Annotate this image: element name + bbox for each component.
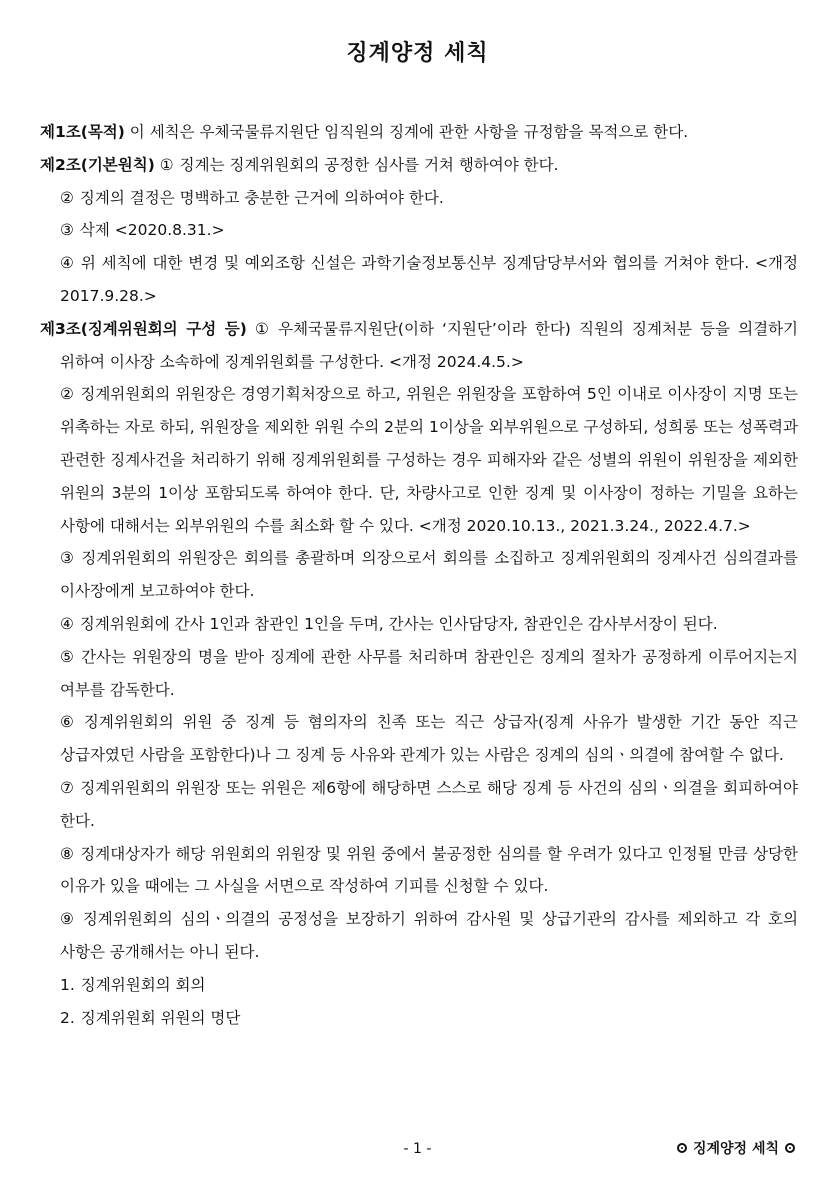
item-number: 2. xyxy=(60,1008,75,1027)
paragraph-text: 징계위원회의 위원 중 징계 등 혐의자의 친족 또는 직근 상급자(징계 사유가 발생한 기간 동안 직근 상급자였던 사람을 포함한다)나 그 징계 등 사유와 관계가 있는 사람은 징계의 심의ㆍ의결에 참여할 수 없다. xyxy=(60,713,798,765)
article-3-paragraph xyxy=(40,772,798,838)
article-heading: 제2조(기본원칙) xyxy=(40,155,155,174)
paragraph-number: ⑦ xyxy=(60,778,75,797)
footer-title-text: 징계양정 세칙 xyxy=(692,1141,779,1157)
paragraph-number: ⑥ xyxy=(60,713,78,732)
article-text: 이 세칙은 우체국물류지원단 임직원의 징계에 관한 사항을 규정함을 목적으로 한다. xyxy=(129,123,689,141)
article-2-paragraph xyxy=(40,247,798,313)
article-1 xyxy=(40,116,798,149)
list-item xyxy=(40,969,798,1002)
paragraph-number: ② xyxy=(60,385,75,404)
item-text: 징계위원회 위원의 명단 xyxy=(80,1008,241,1027)
paragraph-number: ① xyxy=(159,155,174,174)
paragraph-text: 삭제 <2020.8.31.> xyxy=(79,221,225,240)
paragraph-text: 징계위원회의 심의ㆍ의결의 공정성을 보장하기 위하여 감사원 및 상급기관의 감사를 제외하고 각 호의 사항은 공개해서는 아니 된다. xyxy=(60,910,798,961)
article-3-paragraph xyxy=(40,706,798,772)
list-item xyxy=(40,1002,798,1035)
bullseye-icon xyxy=(785,1143,795,1153)
article-3-paragraph xyxy=(40,641,798,707)
paragraph-text: 징계위원회에 간사 1인과 참관인 1인을 두며, 간사는 인사담당자, 참관인은 감사부서장이 된다. xyxy=(79,614,718,633)
article-heading: 제3조(징계위원회의 구성 등) xyxy=(40,319,247,338)
paragraph-number: ⑧ xyxy=(60,844,75,863)
article-3-paragraph xyxy=(40,903,798,969)
paragraph-text: 간사는 위원장의 명을 받아 징계에 관한 사무를 처리하며 참관인은 징계의 절차가 공정하게 이루어지는지 여부를 감독한다. xyxy=(60,647,798,699)
article-3 xyxy=(40,313,798,379)
paragraph-text: 징계위원회의 위원장 또는 위원은 제6항에 해당하면 스스로 해당 징계 등 사건의 심의ㆍ의결을 회피하여야 한다. xyxy=(60,778,799,830)
paragraph-text: 징계위원회의 위원장은 경영기획처장으로 하고, 위원은 위원장을 포함하여 5인 이내로 이사장이 지명 또는 위촉하는 자로 하되, 위원장을 제외한 위원 수의 2분의 1이상을 외부위원으로 구성하되, 성희롱 또는 성폭력과 관련한 징계사건을 처리하기 위해 징계위원회를 구성하는 경우 피해자와 같은 성별의 위원이 위원장을 제외한 위원의 3분의 1이상 포함되도록 하여야 한다. 단, 차량사고로 인한 징계 및 이사장이 정하는 기밀을 요하는 사항에 대해서는 외부위원의 수를 최소화 할 수 있다. <개정 2020.10.13., 2021.3.24., 2022.4.7.> xyxy=(60,385,798,535)
article-3-paragraph xyxy=(40,542,798,608)
article-2-paragraph xyxy=(40,214,798,247)
article-3-paragraph xyxy=(40,608,798,641)
paragraph-text: 징계위원회의 위원장은 회의를 총괄하며 의장으로서 회의를 소집하고 징계위원회의 징계사건 심의결과를 이사장에게 보고하여야 한다. xyxy=(60,549,798,601)
paragraph-text: 우체국물류지원단(이하 ‘지원단’이라 한다) 직원의 징계처분 등을 의결하기 위하여 이사장 소속하에 징계위원회를 구성한다. <개정 2024.4.5.> xyxy=(60,319,799,371)
paragraph-text: 징계는 징계위원회의 공정한 심사를 거쳐 행하여야 한다. xyxy=(179,155,559,174)
paragraph-number: ③ xyxy=(60,221,74,240)
document-body xyxy=(40,116,798,1034)
paragraph-number: ① xyxy=(255,319,273,338)
paragraph-text: 징계대상자가 해당 위원회의 위원장 및 위원 중에서 불공정한 심의를 할 우려가 있다고 인정될 만큼 상당한 이유가 있을 때에는 그 사실을 서면으로 작성하여 기피를 신청할 수 있다. xyxy=(60,844,798,896)
footer-title xyxy=(677,1138,795,1158)
bullseye-icon xyxy=(677,1143,687,1153)
article-3-paragraph xyxy=(40,378,798,542)
paragraph-text: 위 세칙에 대한 변경 및 예외조항 신설은 과학기술정보통신부 징계담당부서와 협의를 거쳐야 한다. <개정 2017.9.28.> xyxy=(60,254,798,305)
item-number: 1. xyxy=(60,975,75,994)
article-2-paragraph xyxy=(40,182,798,215)
paragraph-text: 징계의 결정은 명백하고 충분한 근거에 의하여야 한다. xyxy=(79,188,444,207)
paragraph-number: ④ xyxy=(60,614,74,633)
item-text: 징계위원회의 회의 xyxy=(80,975,206,994)
article-2 xyxy=(40,149,798,182)
paragraph-number: ⑤ xyxy=(60,647,76,666)
document-title: 징계양정 세칙 xyxy=(346,41,489,66)
paragraph-number: ④ xyxy=(60,254,75,273)
article-heading: 제1조(목적) xyxy=(40,123,125,141)
paragraph-number: ⑨ xyxy=(60,910,77,929)
paragraph-number: ③ xyxy=(60,549,76,568)
page-number: - 1 - xyxy=(403,1141,432,1157)
article-3-paragraph xyxy=(40,838,798,904)
paragraph-number: ② xyxy=(60,188,74,207)
